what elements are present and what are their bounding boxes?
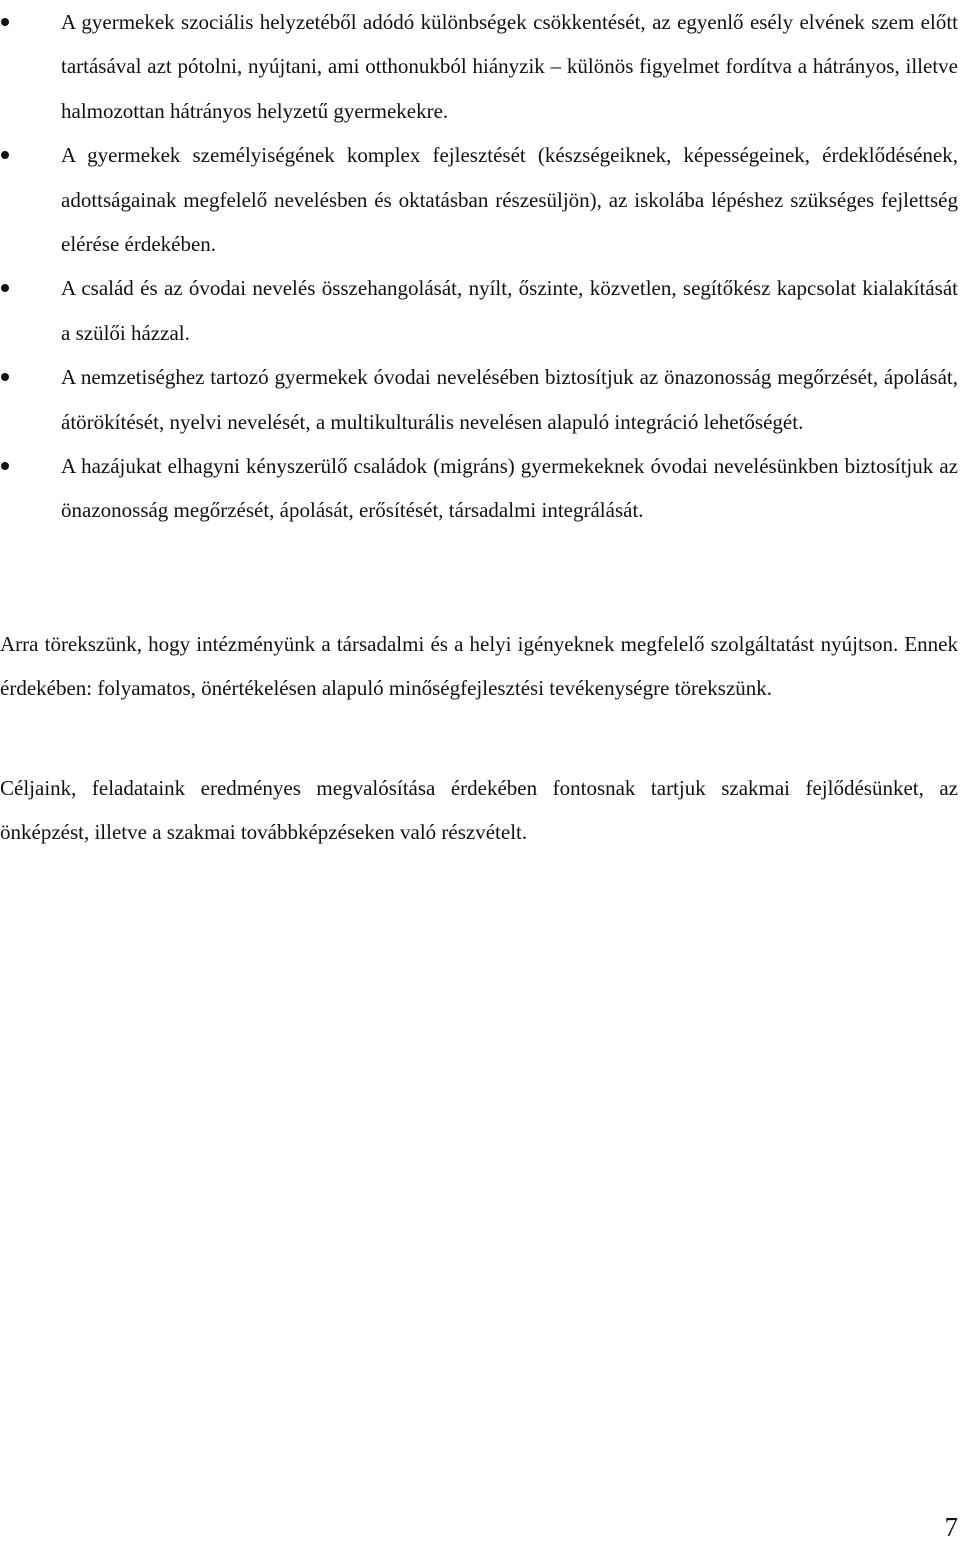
bullet-item: [0, 0, 958, 133]
bullet-item: [0, 266, 958, 355]
bullet-item: [0, 355, 958, 444]
bullet-text: A nemzetiséghez tartozó gyermekek óvodai nevelésében biztosítjuk az önazonosság megőrzését, ápolását, átörökítését, nyelvi nevelését, a multikulturális nevelésen alapuló integráció lehetőségét.: [61, 365, 958, 434]
body-paragraph: Arra törekszünk, hogy intézményünk a társadalmi és a helyi igényeknek megfelelő szolgáltatást nyújtson. Ennek érdekében: folyamatos, önértékelésen alapuló minőségfejlesztési tevékenységre törekszünk.: [0, 632, 958, 700]
bullet-item: [0, 444, 958, 533]
goals-bullet-list: [0, 0, 958, 533]
bullet-dot-icon: [1, 373, 9, 381]
bullet-dot-icon: [1, 462, 9, 470]
bullet-dot-icon: [1, 284, 9, 292]
bullet-dot-icon: [1, 18, 9, 26]
bullet-text: A hazájukat elhagyni kényszerülő családok (migráns) gyermekeknek óvodai nevelésünkben biztosítjuk az önazonosság megőrzését, ápolását, erősítését, társadalmi integrálását.: [61, 454, 958, 523]
body-paragraph: Céljaink, feladataink eredményes megvalósítása érdekében fontosnak tartjuk szakmai fejlődésünket, az önképzést, illetve a szakmai továbbképzéseken való részvételt.: [0, 776, 958, 844]
bullet-text: A gyermekek személyiségének komplex fejlesztését (készségeiknek, képességeinek, érdeklődésének, adottságainak megfelelő nevelésben és oktatásban részesüljön), az iskolába lépéshez szükséges fejlettség elérése érdekében.: [61, 143, 958, 257]
bullet-dot-icon: [1, 151, 9, 159]
bullet-text: A gyermekek szociális helyzetéből adódó különbségek csökkentését, az egyenlő esély elvének szem előtt tartásával azt pótolni, nyújtani, ami otthonukból hiányzik – különös figyelmet fordítva a hátrányos, illetve halmozottan hátrányos helyzetű gyermekekre.: [61, 10, 958, 123]
bullet-item: [0, 133, 958, 266]
bullet-text: A család és az óvodai nevelés összehangolását, nyílt, őszinte, közvetlen, segítőkész kapcsolat kialakítását a szülői házzal.: [61, 276, 958, 345]
page-number: 7: [944, 1512, 958, 1542]
